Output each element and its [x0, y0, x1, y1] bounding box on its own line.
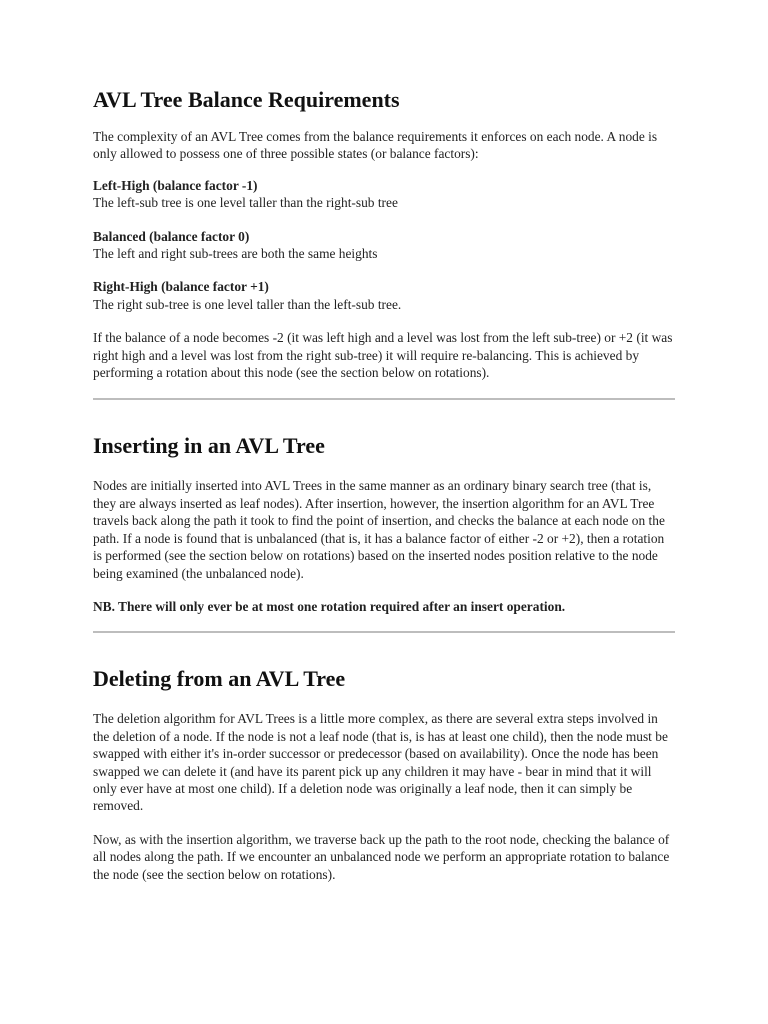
- insertion-paragraph: Nodes are initially inserted into AVL Trees in the same manner as an ordinary binary search tree (that is, they are always inserted as leaf nodes). After insertion, however, the insertion algorithm for an AVL Tree travels back along the path it took to find the point of insertion, and checks the balance at each node on the path. If a node is found that is unbalanced (that is, it has a balance factor of either -2 or +2), then a rotation is performed (see the section below on rotations) based on the inserted nodes position relative to the node being examined (the unbalanced node).: [93, 478, 665, 581]
- right-high-definition: [93, 278, 675, 313]
- left-high-description: The left-sub tree is one level taller than the right-sub tree: [93, 195, 398, 211]
- balance-intro-paragraph: The complexity of an AVL Tree comes from the balance requirements it enforces on each node. A node is only allowed to possess one of three possible states (or balance factors):: [93, 129, 658, 162]
- section-divider-2: [93, 631, 675, 633]
- left-high-title: Left-High (balance factor -1): [93, 177, 258, 193]
- balanced-description: The left and right sub-trees are both the same heights: [93, 246, 378, 262]
- section-title-balance-requirements: AVL Tree Balance Requirements: [93, 87, 400, 112]
- insertion-note: NB. There will only ever be at most one rotation required after an insert operation.: [93, 598, 566, 614]
- section-title-inserting: Inserting in an AVL Tree: [93, 433, 325, 459]
- right-high-description: The right sub-tree is one level taller than the left-sub tree.: [93, 296, 402, 312]
- section-title-deleting: Deleting from an AVL Tree: [93, 666, 346, 692]
- balanced-title: Balanced (balance factor 0): [93, 228, 250, 244]
- left-high-definition: [93, 177, 675, 212]
- rebalance-paragraph: If the balance of a node becomes -2 (it was left high and a level was lost from the left sub-tree) or +2 (it was right high and a level was lost from the right sub-tree) it will require re-balancing. This is achieved by performing a rotation about this node (see the section below on rotations).: [93, 330, 673, 381]
- deletion-paragraph-1: The deletion algorithm for AVL Trees is a little more complex, as there are several extra steps involved in the deletion of a node. If the node is not a leaf node (that is, is has at least one child), then the node must be swapped with either it's in-order successor or predecessor (based on availability). Once the node has been swapped we can delete it (and have its parent pick up any children it may have - bear in mind that it will only ever have at most one child). If a deletion node was originally a leaf node, then it can simply be removed.: [93, 711, 668, 814]
- deletion-paragraph-2: Now, as with the insertion algorithm, we traverse back up the path to the root node, checking the balance of all nodes along the path. If we encounter an unbalanced node we perform an appropriate rotation to balance the node (see the section below on rotations).: [93, 831, 670, 882]
- section-divider-1: [93, 398, 675, 400]
- balanced-definition: [93, 228, 675, 263]
- document-page: [93, 86, 675, 883]
- right-high-title: Right-High (balance factor +1): [93, 279, 269, 295]
